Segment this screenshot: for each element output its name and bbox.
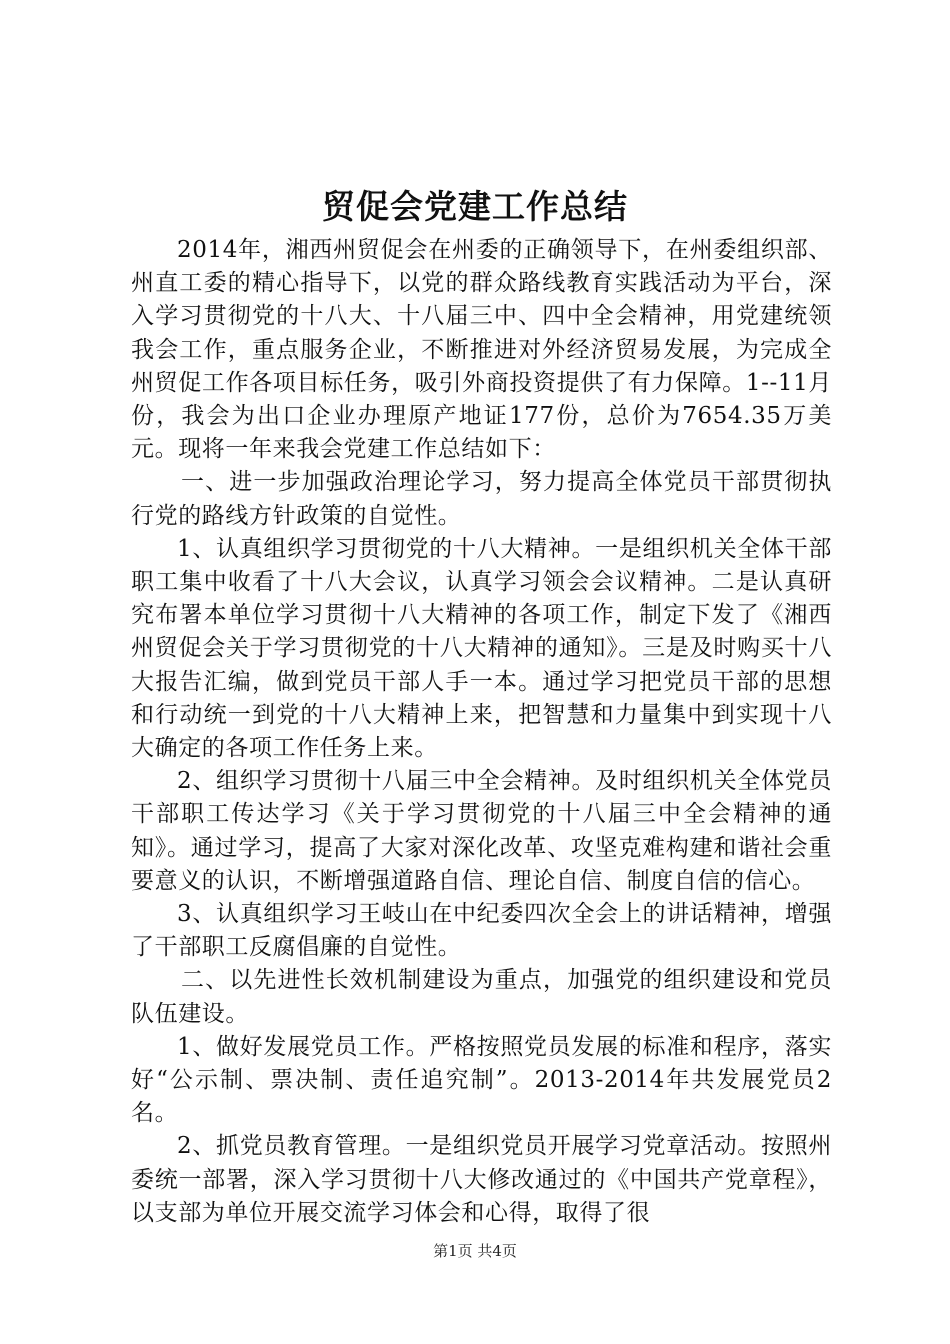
document-body	[131, 234, 832, 1230]
paragraph-item-1-1: 1、认真组织学习贯彻党的十八大精神。一是组织机关全体干部职工集中收看了十八大会议，认真学习领会会议精神。二是认真研究布署本单位学习贯彻十八大精神的各项工作，制定下发了《湘西州贸促会关于学习贯彻党的十八大精神的通知》。三是及时购买十八大报告汇编，做到党员干部人手一本。通过学习把党员干部的思想和行动统一到党的十八大精神上来，把智慧和力量集中到实现十八大确定的各项工作任务上来。	[131, 535, 832, 762]
paragraph-item-2-1: 1、做好发展党员工作。严格按照党员发展的标准和程序，落实好“公示制、票决制、责任追究制”。2013-2014年共发展党员2名。	[131, 1033, 832, 1127]
paragraph-item-2-2: 2、抓党员教育管理。一是组织党员开展学习党章活动。按照州委统一部署，深入学习贯彻十八大修改通过的《中国共产党章程》，以支部为单位开展交流学习体会和心得，取得了很	[131, 1133, 832, 1226]
page-footer: 第1页 共4页	[433, 1242, 517, 1260]
paragraph-intro: 2014年，湘西州贸促会在州委的正确领导下，在州委组织部、州直工委的精心指导下，以党的群众路线教育实践活动为平台，深入学习贯彻党的十八大、十八届三中、四中全会精神，用党建统领我会工作，重点服务企业，不断推进对外经济贸易发展，为完成全州贸促工作各项目标任务，吸引外商投资提供了有力保障。1--11月份，我会为出口企业办理原产地证177份，总价为7654.35万美元。现将一年来我会党建工作总结如下：	[131, 237, 832, 463]
paragraph-section-2-heading: 二、以先进性长效机制建设为重点，加强党的组织建设和党员队伍建设。	[131, 967, 832, 1027]
paragraph-section-1-heading: 一、进一步加强政治理论学习，努力提高全体党员干部贯彻执行党的路线方针政策的自觉性。	[131, 469, 832, 529]
document-title: 贸促会党建工作总结	[322, 187, 628, 226]
paragraph-item-1-2: 2、组织学习贯彻十八届三中全会精神。及时组织机关全体党员干部职工传达学习《关于学习贯彻党的十八届三中全会精神的通知》。通过学习，提高了大家对深化改革、攻坚克难构建和谐社会重要意义的认识，不断增强道路自信、理论自信、制度自信的信心。	[131, 768, 832, 894]
paragraph-item-1-3: 3、认真组织学习王岐山在中纪委四次全会上的讲话精神，增强了干部职工反腐倡廉的自觉性。	[131, 901, 832, 961]
